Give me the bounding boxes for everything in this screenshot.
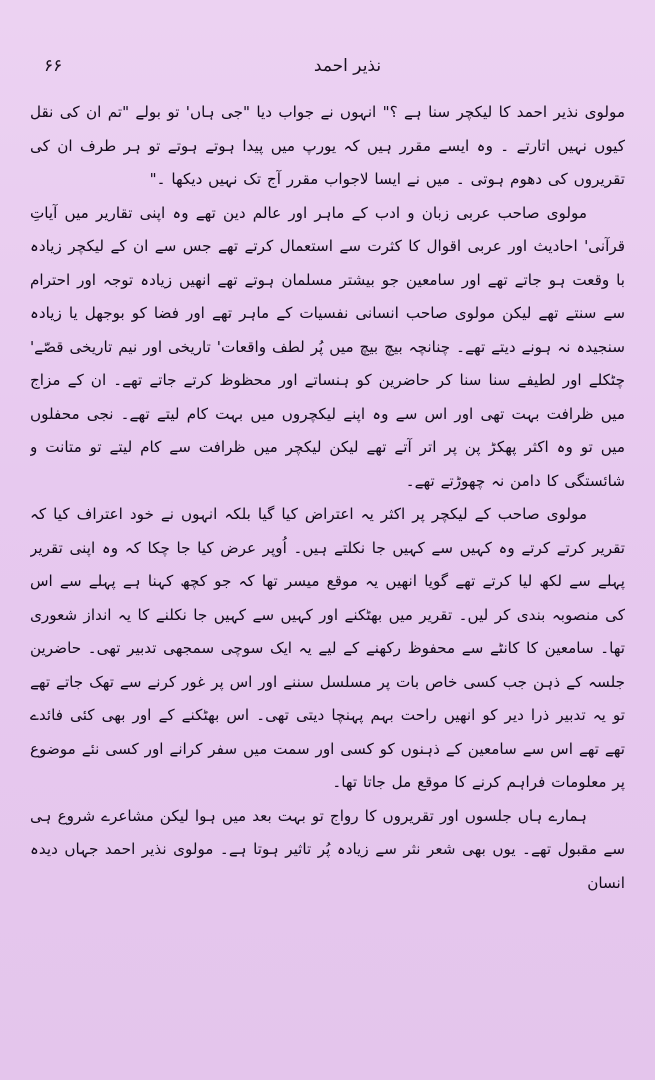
paragraph: مولوی نذیر احمد کا لیکچر سنا ہے ؟" انہوں نے جواب دیا "جی ہاں' تو بولے "تم ان کی نقل کیوں نہیں اتارتے ۔ وہ ایسے مقرر ہیں کہ یورپ میں پیدا ہوتے ہوتے تو ہر طرف ان کی تقریروں کی دھوم ہوتی ۔ میں نے ایسا لاجواب مقرر آج تک نہیں دیکھا ۔" [30,103,625,188]
page-body [30,96,625,1000]
page-header [0,52,655,80]
book-title: نذیر احمد [313,56,382,76]
page-footer-margin [0,1010,655,1080]
paragraph: مولوی صاحب عربی زبان و ادب کے ماہر اور عالم دین تھے وہ اپنی تقاریر میں آیاتِ قرآنی' احادیث اور عربی اقوال کا کثرت سے استعمال کرتے تھے جس سے ان کے لیکچر زیادہ با وقعت ہو جاتے تھے اور سامعین جو بیشتر مسلمان ہوتے تھے انھیں زیادہ توجہ اور احترام سے سنتے تھے لیکن مولوی صاحب انسانی نفسیات کے ماہر تھے اور فضا کو بوجھل یا زیادہ سنجیدہ نہ ہونے دیتے تھے۔ چنانچہ بیچ بیچ میں پُر لطف واقعات' تاریخی اور نیم تاریخی قصّے' چٹکلے اور لطیفے سنا سنا کر حاضرین کو ہنساتے اور محظوظ کرتے جاتے تھے۔ ان کے مزاج میں ظرافت بہت تھی اور اس سے وہ اپنے لیکچروں میں بہت کام لیتے تھے۔ نجی محفلوں میں تو وہ اکثر پھکڑ پن پر اتر آتے تھے لیکن لیکچر میں ظرافت سے کام لیتے تو متانت و شائستگی کا دامن نہ چھوڑتے تھے۔ [30,203,625,490]
paragraph: ہمارے ہاں جلسوں اور تقریروں کا رواج تو بہت بعد میں ہوا لیکن مشاعرے شروع ہی سے مقبول تھے۔ یوں بھی شعر نثر سے زیادہ پُر تاثیر ہوتا ہے۔ مولوی نذیر احمد جہاں دیدہ انسان [30,806,625,892]
page-number: ۶۶ [44,56,63,76]
paragraph: مولوی صاحب کے لیکچر پر اکثر یہ اعتراض کیا گیا بلکہ انہوں نے خود اعتراف کیا کہ تقریر کرتے کرتے وہ کہیں سے کہیں جا نکلتے ہیں۔ اُوپر عرض کیا جا چکا کہ وہ اپنی تقریر پہلے سے لکھ لیا کرتے تھے گویا انھیں یہ موقع میسر تھا کہ جو کچھ کہنا ہے پہلے سے اس کی منصوبہ بندی کر لیں۔ تقریر میں بھٹکنے اور کہیں سے کہیں جا نکلنے کا یہ انداز شعوری تھا۔ سامعین کا کانٹے سے محفوظ رکھنے کے لیے یہ ایک سوچی سمجھی تدبیر تھی۔ حاضرین جلسہ کے ذہن جب کسی خاص بات پر مسلسل سننے اور اس پر غور کرنے سے تھک جاتے تھے تو یہ تدبیر ذرا دیر کو انھیں راحت بہم پہنچا دیتی تھی۔ اس بھٹکنے کے اور بھی کئی فائدے تھے تھے اس سے سامعین کے ذہنوں کو کسی اور سمت میں سفر کرانے اور کسی نئے موضوع پر معلومات فراہم کرنے کا موقع مل جاتا تھا۔ [30,505,625,791]
